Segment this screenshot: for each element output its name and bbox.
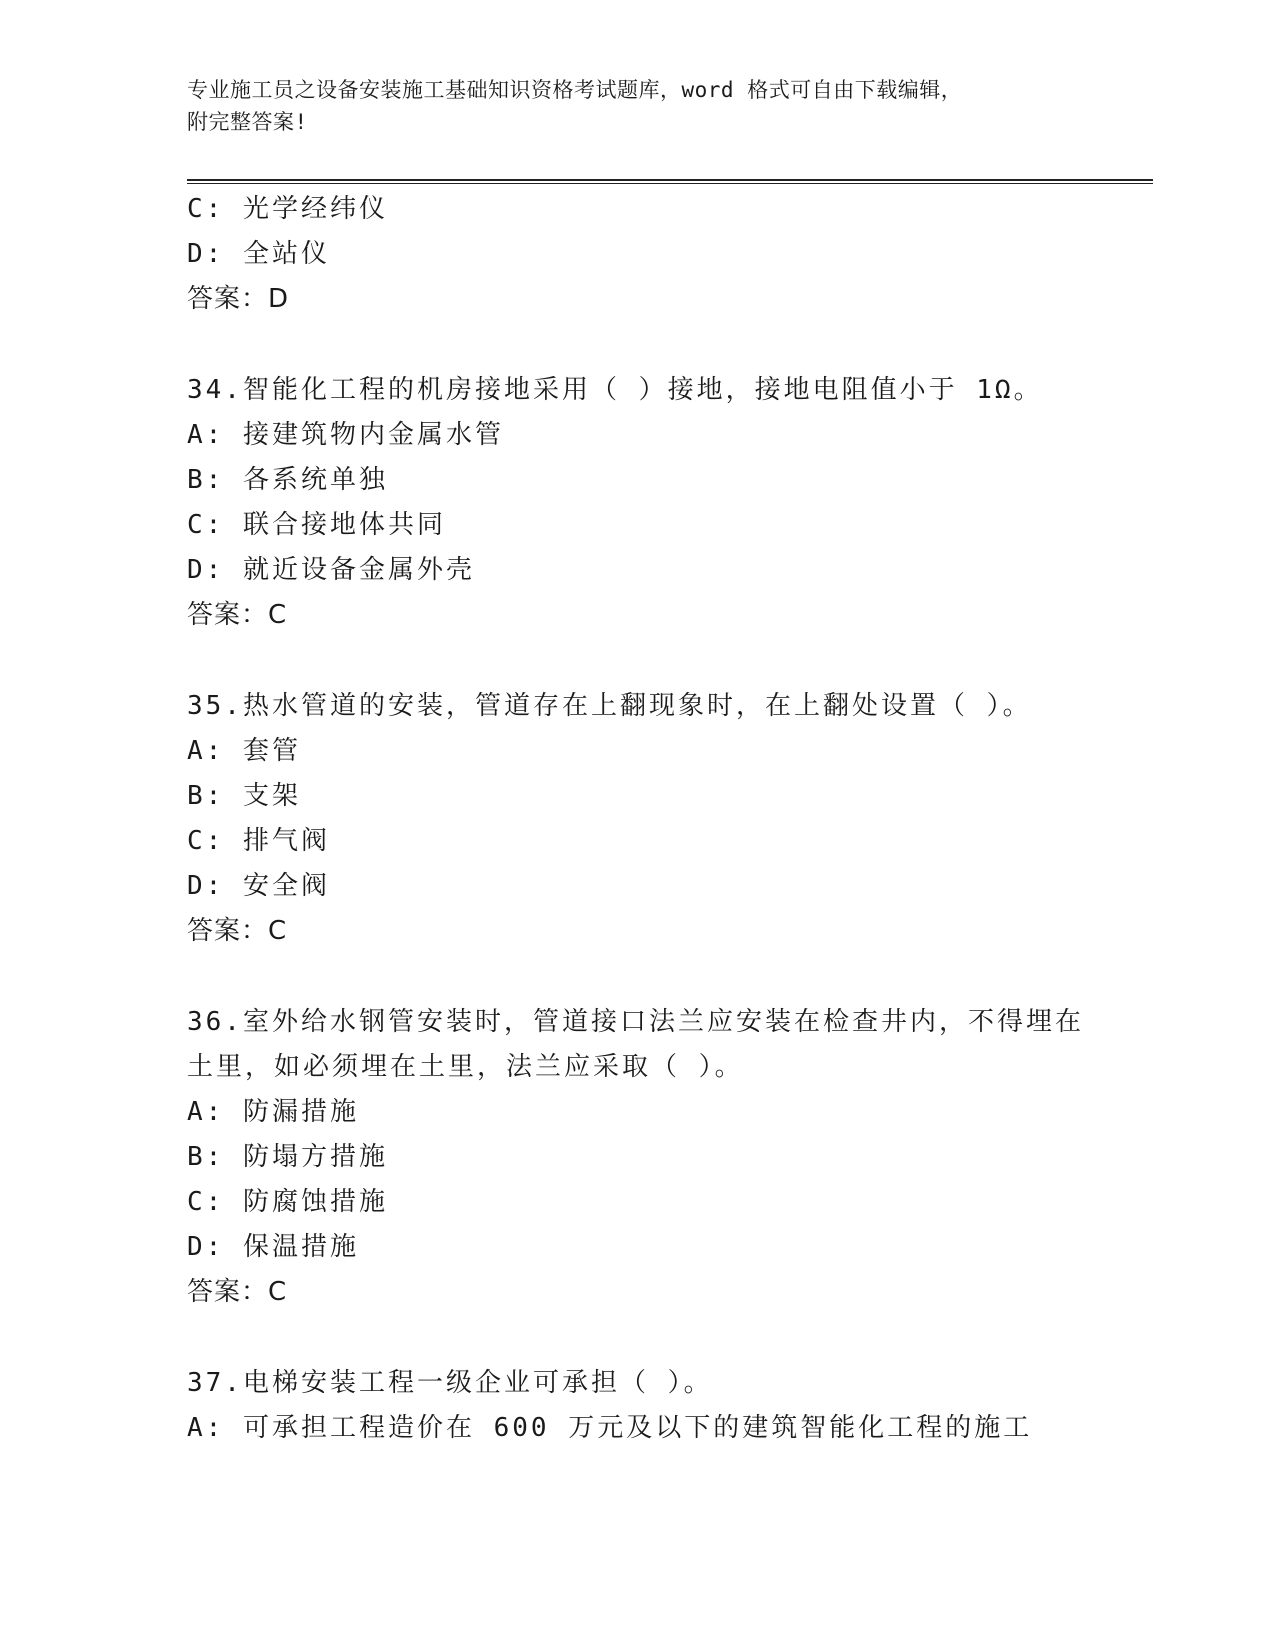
- q36-option-c: C: 防腐蚀措施: [187, 1187, 388, 1217]
- header-divider-bottom: [187, 183, 1153, 184]
- q35-option-d: D: 安全阀: [187, 871, 330, 901]
- q34-option-d: D: 就近设备金属外壳: [187, 555, 475, 585]
- q36-answer: 答案：C: [187, 1277, 288, 1307]
- prev-option-d: D: 全站仪: [187, 239, 330, 269]
- q34-text: 34.智能化工程的机房接地采用（ ）接地，接地电阻值小于 1Ω。: [187, 375, 1043, 405]
- document-header: [187, 74, 1067, 138]
- q36-option-b: B: 防塌方措施: [187, 1142, 388, 1172]
- q37-text: 37.电梯安装工程一级企业可承担（ ）。: [187, 1368, 713, 1398]
- q35-text: 35.热水管道的安装，管道存在上翻现象时，在上翻处设置（ ）。: [187, 691, 1032, 721]
- header-divider-top: [187, 179, 1153, 181]
- q36-text-line-1: 36.室外给水钢管安装时，管道接口法兰应安装在检查井内，不得埋在: [187, 1007, 1084, 1037]
- q34-option-a: A: 接建筑物内金属水管: [187, 420, 504, 450]
- q35-option-b: B: 支架: [187, 781, 301, 811]
- q35-option-c: C: 排气阀: [187, 826, 330, 856]
- prev-answer: 答案：D: [187, 284, 290, 314]
- prev-option-c: C: 光学经纬仪: [187, 194, 388, 224]
- q34-answer: 答案：C: [187, 600, 288, 630]
- header-line-1: 专业施工员之设备安装施工基础知识资格考试题库，word 格式可自由下载编辑，: [187, 78, 963, 102]
- q36-option-d: D: 保温措施: [187, 1232, 359, 1262]
- q34-option-c: C: 联合接地体共同: [187, 510, 446, 540]
- q35-answer: 答案：C: [187, 916, 288, 946]
- q35-option-a: A: 套管: [187, 736, 301, 766]
- header-line-2: 附完整答案!: [187, 110, 308, 134]
- q36-text-line-2: 土里，如必须埋在土里，法兰应采取（ ）。: [187, 1052, 744, 1082]
- q34-option-b: B: 各系统单独: [187, 465, 388, 495]
- q37-option-a: A: 可承担工程造价在 600 万元及以下的建筑智能化工程的施工: [187, 1413, 1033, 1443]
- q36-option-a: A: 防漏措施: [187, 1097, 359, 1127]
